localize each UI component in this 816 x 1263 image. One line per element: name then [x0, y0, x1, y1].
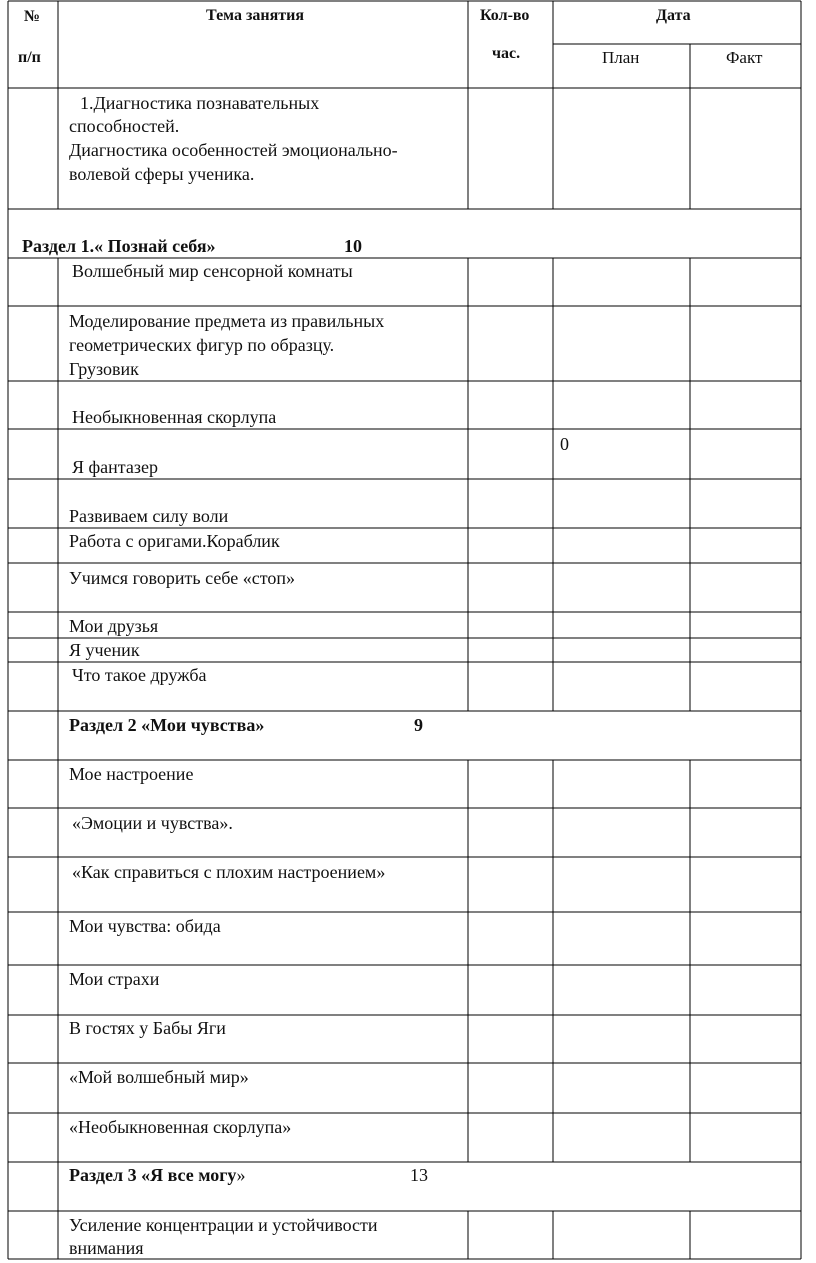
intro-line-3: Диагностика особенностей эмоционально- [69, 140, 398, 160]
lesson-attention-line-2: внимания [69, 1238, 144, 1258]
lesson-modeling-line-2: геометрических фигур по образцу. [69, 335, 335, 355]
lesson-resentment: Мои чувства: обида [69, 916, 221, 936]
header-hours: Кол-во [480, 7, 530, 24]
header-topic: Тема занятия [206, 7, 304, 24]
lesson-dreamer: Я фантазер [72, 457, 158, 477]
lesson-magic-world: «Мой волшебный мир» [69, 1067, 249, 1087]
lesson-fears: Мои страхи [69, 969, 160, 989]
lesson-sensory-room: Волшебный мир сенсорной комнаты [72, 261, 353, 281]
header-plan: План [602, 48, 640, 67]
lesson-shell: Необыкновенная скорлупа [72, 407, 277, 427]
header-number-symbol: № [24, 8, 41, 25]
lesson-friends: Мои друзья [69, 616, 159, 636]
lesson-baba-yaga: В гостях у Бабы Яги [69, 1018, 226, 1038]
stray-value: 0 [560, 434, 569, 454]
section-2-hours: 9 [414, 715, 423, 735]
section-3-title: Раздел 3 «Я все могу» [69, 1165, 246, 1185]
lesson-stop: Учимся говорить себе «стоп» [69, 568, 295, 588]
lesson-modeling-line-3: Грузовик [69, 359, 139, 379]
lesson-origami: Работа с оригами.Кораблик [69, 531, 280, 551]
lesson-modeling-line-1: Моделирование предмета из правильных [69, 311, 385, 331]
header-number-label: п/п [18, 49, 41, 66]
lesson-friendship: Что такое дружба [72, 665, 207, 685]
intro-line-1: 1.Диагностика познавательных [80, 93, 320, 113]
header-fact: Факт [726, 48, 763, 67]
section-3-hours: 13 [410, 1165, 428, 1185]
section-2-title: Раздел 2 «Мои чувства» [69, 715, 265, 735]
intro-line-4: волевой сферы ученика. [69, 164, 255, 184]
intro-line-2: способностей. [69, 116, 180, 136]
lesson-attention-line-1: Усиление концентрации и устойчивости [69, 1215, 378, 1235]
lesson-emotions: «Эмоции и чувства». [72, 813, 233, 833]
lesson-willpower: Развиваем силу воли [69, 506, 229, 526]
header-date: Дата [656, 7, 691, 24]
section-1-hours: 10 [344, 236, 362, 256]
lesson-unusual-shell: «Необыкновенная скорлупа» [69, 1117, 292, 1137]
lesson-student: Я ученик [69, 640, 140, 660]
lesson-bad-mood: «Как справиться с плохим настроением» [72, 862, 386, 882]
header-hours-unit: час. [492, 45, 521, 62]
lesson-mood: Мое настроение [69, 764, 194, 784]
section-1-title: Раздел 1.« Познай себя» [22, 236, 216, 256]
